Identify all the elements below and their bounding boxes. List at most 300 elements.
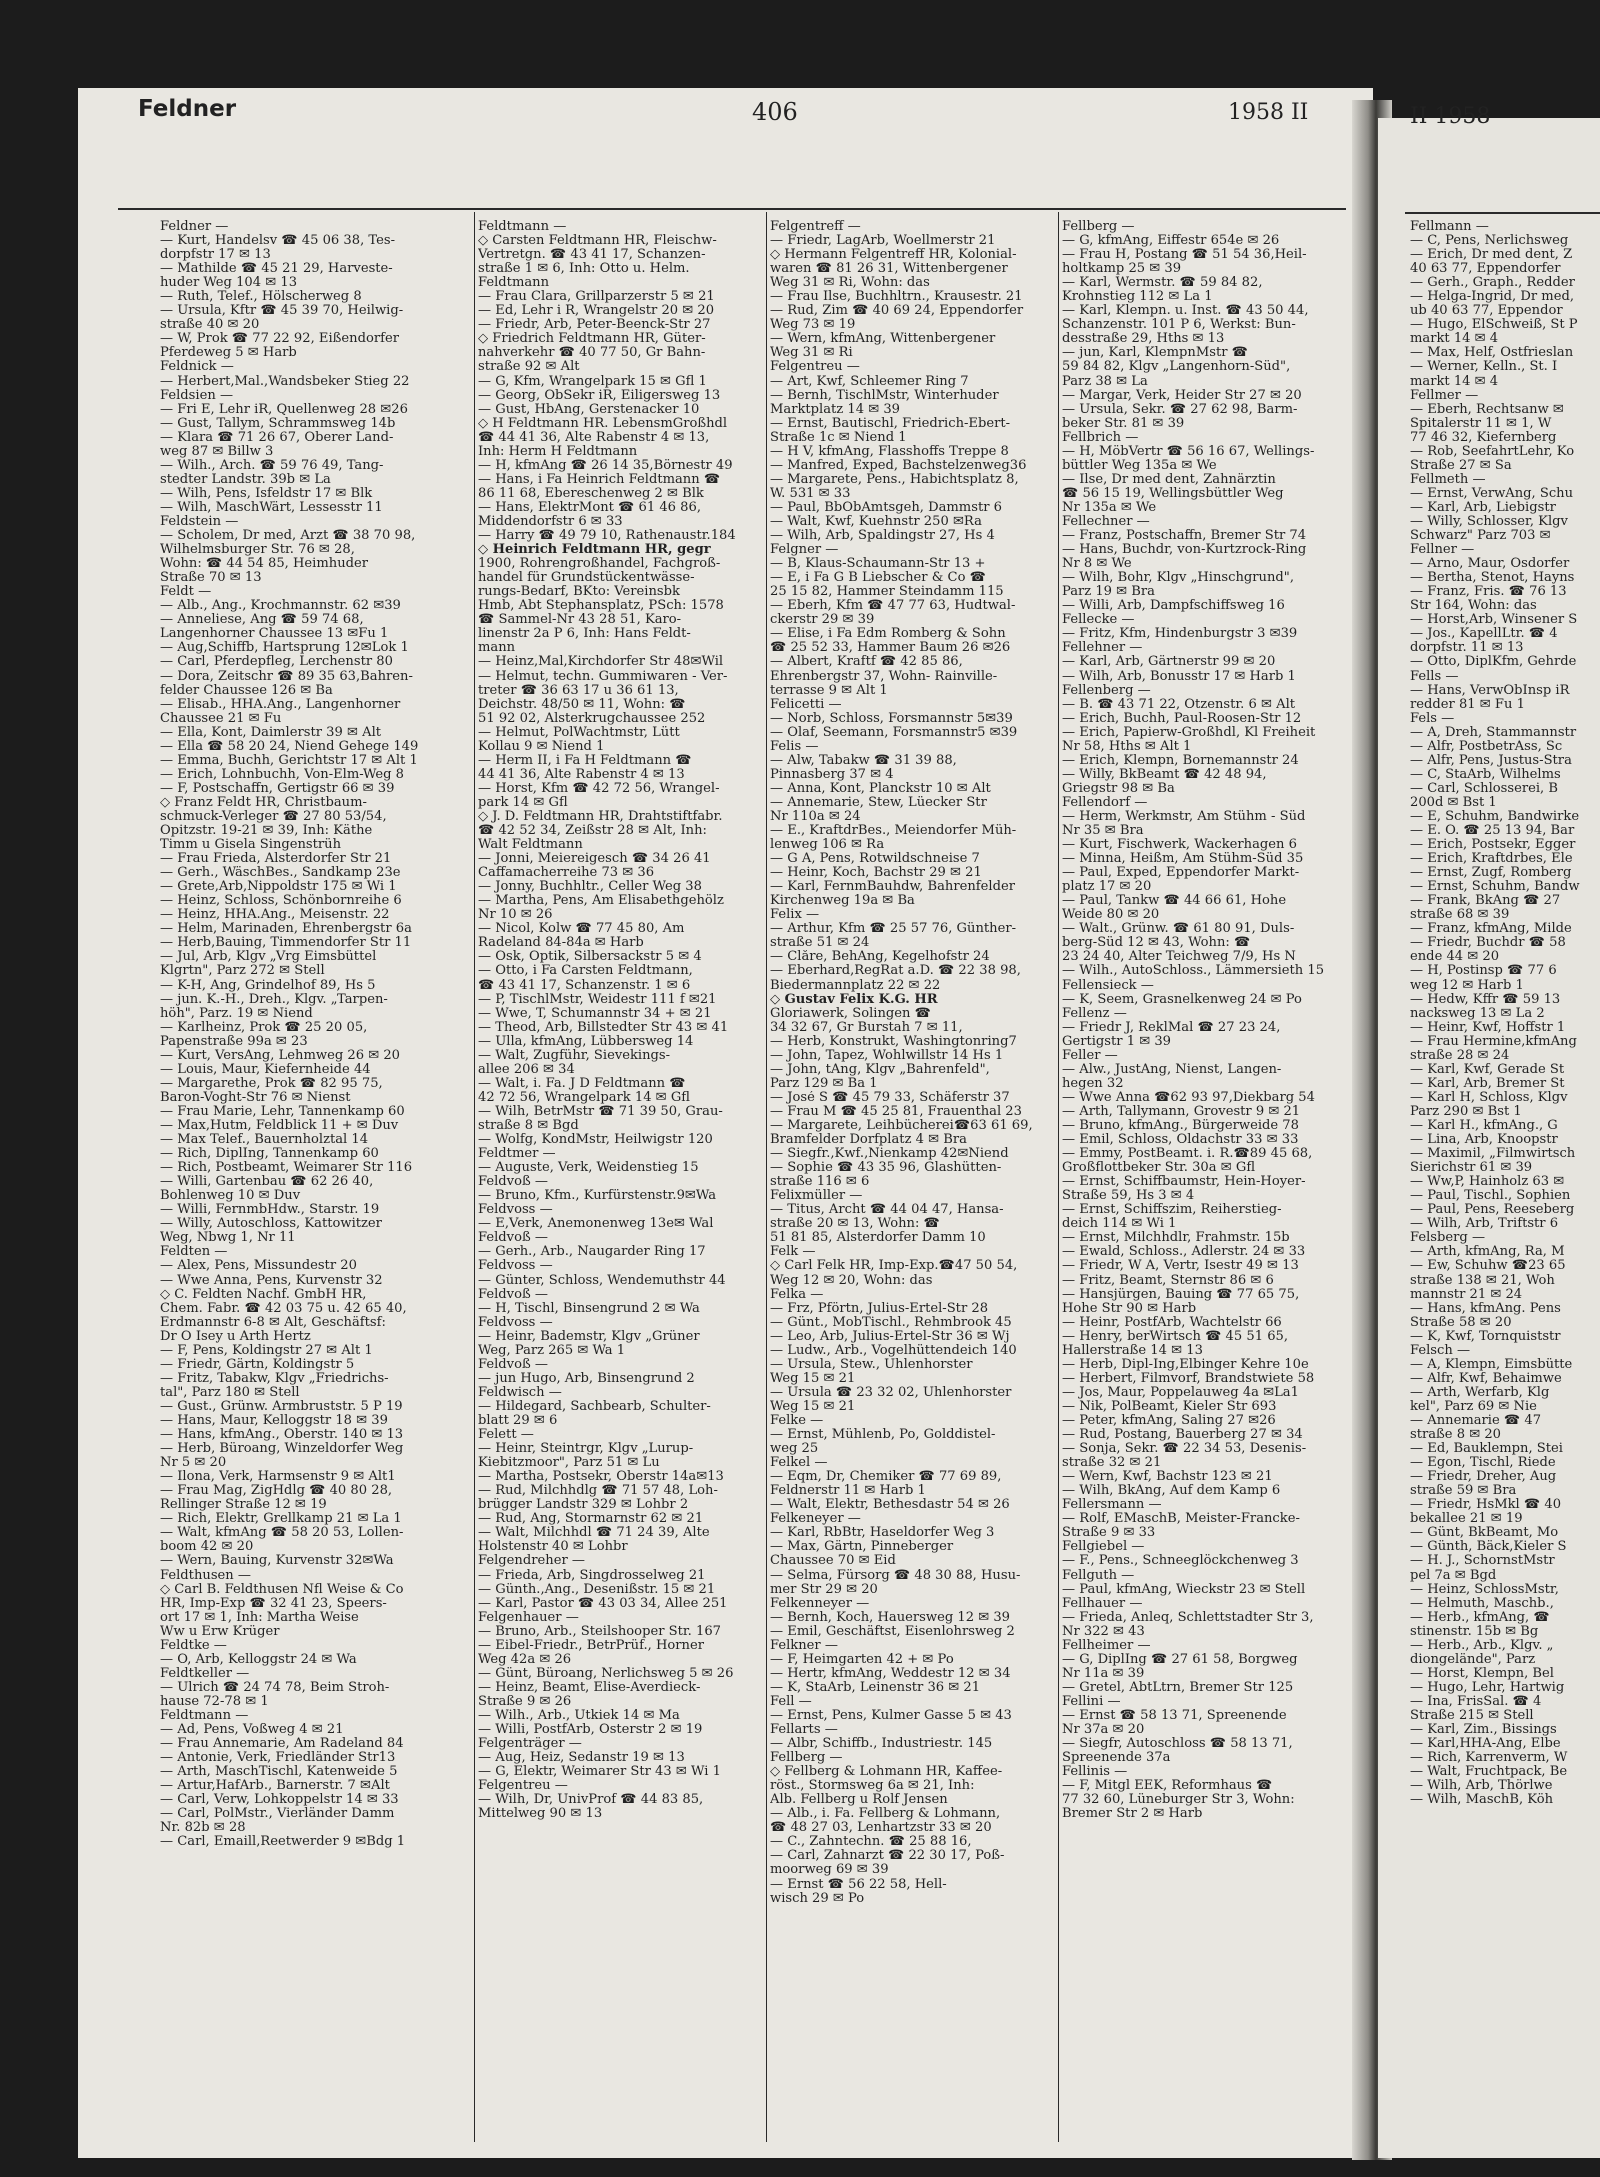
directory-line: — Helmuth, Maschb., <box>1410 1596 1554 1611</box>
directory-line: Schwarz" Parz 703 ✉ <box>1410 529 1551 544</box>
directory-line: Erdmannstr 6-8 ✉ Alt, Geschäftsf: <box>160 1315 386 1330</box>
directory-line: 59 84 82, Klgv „Langenhorn-Süd", <box>1062 360 1291 375</box>
directory-line: Fellenz — <box>1062 1006 1127 1021</box>
directory-line: — Friedr, Dreher, Aug <box>1410 1470 1557 1485</box>
directory-line: Fellheimer — <box>1062 1638 1151 1653</box>
directory-line: — Willy, BkBeamt ☎ 42 48 94, <box>1062 767 1267 782</box>
directory-line: Timm u Gisela Singenstrüh <box>160 838 342 853</box>
directory-line: Straße 59, Hs 3 ✉ 4 <box>1062 1189 1195 1204</box>
directory-line: — Hans, VerwObInsp iR <box>1410 683 1570 698</box>
directory-line: Fellehner — <box>1062 641 1143 656</box>
directory-line: waren ☎ 81 26 31, Wittenbergener <box>770 262 1008 277</box>
directory-line: Fellberg — <box>770 1751 843 1766</box>
directory-line: — Ernst, Bautischl, Friedrich-Ebert- <box>770 416 1011 431</box>
directory-line: ☎ 43 41 17, Schanzenstr. 1 ✉ 6 <box>478 978 691 993</box>
directory-line: Feldstein — <box>160 514 239 529</box>
directory-line: — Gretel, AbtLtrn, Bremer Str 125 <box>1062 1680 1294 1695</box>
directory-line: hause 72-78 ✉ 1 <box>160 1694 269 1709</box>
directory-line: — Ed, Bauklempn, Stei <box>1410 1442 1563 1457</box>
directory-line: Langenhorner Chaussee 13 ✉Fu 1 <box>160 627 389 642</box>
directory-line: Felsberg — <box>1410 1231 1486 1246</box>
directory-line: — Klara ☎ 71 26 67, Oberer Land- <box>160 430 394 445</box>
directory-line: — Friedr, Gärtn, Koldingstr 5 <box>160 1357 355 1372</box>
directory-line: — Ww,P, Hainholz 63 ✉ <box>1410 1175 1565 1190</box>
directory-line: — Elise, i Fa Edm Romberg & Sohn <box>770 627 1006 642</box>
directory-line: — W, Prok ☎ 77 22 92, Eißendorfer <box>160 332 399 347</box>
directory-line: — Emil, Geschäftst, Eisenlohrsweg 2 <box>770 1624 1015 1639</box>
directory-line: — Fritz, Kfm, Hindenburgstr 3 ✉39 <box>1062 627 1298 642</box>
directory-line: Ww u Erw Krüger <box>160 1624 280 1639</box>
directory-line: — Frau Clara, Grillparzerstr 5 ✉ 21 <box>478 290 715 305</box>
directory-line: — Ursula, Sekr. ☎ 27 62 98, Barm- <box>1062 402 1298 417</box>
directory-line: — Wern, Kwf, Bachstr 123 ✉ 21 <box>1062 1470 1273 1485</box>
directory-line: — E, i Fa G B Liebscher & Co ☎ <box>770 571 986 586</box>
directory-line: höh", Parz. 19 ✉ Niend <box>160 1006 313 1021</box>
directory-line: — Peter, kfmAng, Saling 27 ✉26 <box>1062 1413 1276 1428</box>
directory-line: Straße 70 ✉ 13 <box>160 571 262 586</box>
directory-line: Weg, Parz 265 ✉ Wa 1 <box>478 1343 626 1358</box>
directory-line: Weg 73 ✉ 19 <box>770 318 856 333</box>
directory-line: — Friedr, Buchdr ☎ 58 <box>1410 936 1566 951</box>
directory-line: — Carl, Pferdepfleg, Lerchenstr 80 <box>160 655 393 670</box>
directory-line: — Max, Helf, Ostfrieslan <box>1410 346 1574 361</box>
directory-column-3 <box>770 220 1056 1906</box>
directory-line: — Henry, berWirtsch ☎ 45 51 65, <box>1062 1329 1289 1344</box>
directory-line: Felett — <box>478 1428 534 1443</box>
directory-line: — Walt, Zugführ, Sievekings- <box>478 1048 671 1063</box>
directory-line: — Osk, Optik, Silbersackstr 5 ✉ 4 <box>478 950 702 965</box>
directory-line: Fell — <box>770 1694 812 1709</box>
directory-line: — Frau Ilse, Buchhltrn., Krausestr. 21 <box>770 290 1023 305</box>
directory-line: — H, MöbVertr ☎ 56 16 67, Wellings- <box>1062 444 1315 459</box>
directory-line: — Frz, Pförtn, Julius-Ertel-Str 28 <box>770 1301 989 1316</box>
directory-line: 40 63 77, Eppendorfer <box>1410 262 1561 277</box>
directory-line: — Helmut, PolWachtmstr, Lütt <box>478 725 680 740</box>
directory-line: — Günth.,Ang., Desenißstr. 15 ✉ 21 <box>478 1582 716 1597</box>
directory-line: Feldvoss — <box>478 1315 553 1330</box>
directory-line: — H V, kfmAng, Flasshoffs Treppe 8 <box>770 444 1009 459</box>
directory-line: — Jonni, Meiereigesch ☎ 34 26 41 <box>478 852 711 867</box>
directory-line: Weg 31 ✉ Ri, Wohn: das <box>770 276 930 291</box>
directory-line: moorweg 69 ✉ 39 <box>770 1863 889 1878</box>
directory-line: Spreenende 37a <box>1062 1751 1171 1766</box>
directory-line: — Friedr, LagArb, Woellmerstr 21 <box>770 234 996 249</box>
directory-line: 1900, Rohrengroßhandel, Fachgroß- <box>478 557 721 572</box>
directory-line: ◇ Carsten Feldtmann HR, Fleischw- <box>478 234 717 249</box>
directory-line: Chem. Fabr. ☎ 42 03 75 u. 42 65 40, <box>160 1301 407 1316</box>
directory-line: — H, Tischl, Binsengrund 2 ✉ Wa <box>478 1301 700 1316</box>
directory-line: Fellner — <box>1410 543 1475 558</box>
directory-line: — Willy, Autoschloss, Kattowitzer <box>160 1217 382 1232</box>
directory-line: straße 40 ✉ 20 <box>160 318 260 333</box>
directory-line: — Ursula, Kftr ☎ 45 39 70, Heilwig- <box>160 304 404 319</box>
directory-line: ◇ C. Feldten Nachf. GmbH HR, <box>160 1287 367 1302</box>
directory-line: — G, Elektr, Weimarer Str 43 ✉ Wi 1 <box>478 1765 721 1780</box>
directory-line: — Elisab., HHA.Ang., Langenhorner <box>160 697 401 712</box>
directory-line: — Alfr, Kwf, Behaimwe <box>1410 1371 1562 1386</box>
directory-line: — Eberhard,RegRat a.D. ☎ 22 38 98, <box>770 964 1021 979</box>
directory-line: berg-Süd 12 ✉ 43, Wohn: ☎ <box>1062 936 1251 951</box>
directory-line: ☎ 48 27 03, Lenhartzstr 33 ✉ 20 <box>770 1821 992 1836</box>
directory-line: — Artur,HafArb., Barnerstr. 7 ✉Alt <box>160 1779 390 1794</box>
directory-line: — Nicol, Kolw ☎ 77 45 80, Am <box>478 922 685 937</box>
directory-line: platz 17 ✉ 20 <box>1062 880 1152 895</box>
directory-line: kel", Parz 69 ✉ Nie <box>1410 1399 1537 1414</box>
directory-line: — Hans, kfmAng. Pens <box>1410 1301 1561 1316</box>
directory-line: Straße 215 ✉ Stell <box>1410 1708 1534 1723</box>
directory-line: Feldvoß — <box>478 1287 548 1302</box>
directory-line: Fellmeth — <box>1410 472 1486 487</box>
directory-line: Feldvoss — <box>478 1259 553 1274</box>
directory-line: — Karl, Wermstr. ☎ 59 84 82, <box>1062 276 1263 291</box>
directory-line: — Paul, kfmAng, Wieckstr 23 ✉ Stell <box>1062 1582 1306 1597</box>
directory-line: — John, Tapez, Wohlwillstr 14 Hs 1 <box>770 1048 1004 1063</box>
directory-line: — Erich, Kraftdrbes, Ele <box>1410 852 1573 867</box>
directory-line: — Karl, Kwf, Gerade St <box>1410 1062 1565 1077</box>
directory-line: pel 7a ✉ Bgd <box>1410 1568 1497 1583</box>
directory-line: 51 81 85, Alsterdorfer Damm 10 <box>770 1231 986 1246</box>
directory-line: — Rolf, EMaschB, Meister-Francke- <box>1062 1512 1300 1527</box>
directory-line: — Otto, i Fa Carsten Feldtmann, <box>478 964 693 979</box>
directory-line: — H. J., SchornstMstr <box>1410 1554 1555 1569</box>
directory-line: — Werner, Kelln., St. I <box>1410 360 1558 375</box>
directory-line: — Ruth, Telef., Hölscherweg 8 <box>160 290 362 305</box>
directory-line: — Gerh., Arb., Naugarder Ring 17 <box>478 1245 706 1260</box>
directory-line: — Emmy, PostBeamt. i. R.☎89 45 68, <box>1062 1147 1313 1162</box>
directory-line: Pinnasberg 37 ✉ 4 <box>770 767 894 782</box>
directory-line: — Arth, kfmAng, Ra, M <box>1410 1245 1565 1260</box>
directory-line: — Ernst, Pens, Kulmer Gasse 5 ✉ 43 <box>770 1708 1012 1723</box>
directory-line: — Martha, Postsekr, Oberstr 14a✉13 <box>478 1470 724 1485</box>
directory-line: Gertigstr 1 ✉ 39 <box>1062 1034 1171 1049</box>
directory-line: Fellecke — <box>1062 613 1135 628</box>
directory-line: handel für Grundstückentwässe- <box>478 571 695 586</box>
facing-page-head: II 1958 <box>1410 104 1491 129</box>
directory-line: — Gust, Tallym, Schrammsweg 14b <box>160 416 396 431</box>
directory-line: 34 32 67, Gr Burstah 7 ✉ 11, <box>770 1020 963 1035</box>
directory-line: — Theod, Arb, Billstedter Str 43 ✉ 41 <box>478 1020 729 1035</box>
directory-line: — Paul, Tankw ☎ 44 66 61, Hohe <box>1062 894 1287 909</box>
directory-line: — G, Kfm, Wrangelpark 15 ✉ Gfl 1 <box>478 374 707 389</box>
directory-line: — Karl, RbBtr, Haseldorfer Weg 3 <box>770 1526 995 1541</box>
header-rule <box>118 208 1346 210</box>
directory-line: — Herb, Konstrukt, Washingtonring7 <box>770 1034 1017 1049</box>
directory-line: — Günt, Büroang, Nerlichsweg 5 ✉ 26 <box>478 1666 734 1681</box>
directory-line: Inh: Herm H Feldtmann <box>478 444 638 459</box>
directory-line: Alb. Fellberg u Rolf Jensen <box>770 1793 948 1808</box>
directory-line: lenweg 106 ✉ Ra <box>770 838 885 853</box>
directory-line: — Max,Hutm, Feldblick 11 + ✉ Duv <box>160 1119 399 1133</box>
directory-line: straße 138 ✉ 21, Woh <box>1410 1273 1555 1288</box>
directory-line: — Bruno, kfmAng., Bürgerweide 78 <box>1062 1119 1299 1133</box>
directory-line: Caffamacherreihe 73 ✉ 36 <box>478 866 655 881</box>
directory-line: — Rud, Ang, Stormarnstr 62 ✉ 21 <box>478 1512 704 1527</box>
directory-line: — Norb, Schloss, Forsmannstr 5✉39 <box>770 711 1013 726</box>
directory-line: — Frau Frieda, Alsterdorfer Str 21 <box>160 852 392 867</box>
directory-line: — Martha, Pens, Am Elisabethgehölz <box>478 894 724 909</box>
directory-line: — Selma, Fürsorg ☎ 48 30 88, Husu- <box>770 1568 1021 1583</box>
directory-line: — Karl,HHA-Ang, Elbe <box>1410 1737 1561 1752</box>
directory-line: diongelände", Parz <box>1410 1652 1536 1667</box>
directory-line: ◇ Gustav Felix K.G. HR <box>770 992 938 1007</box>
directory-line: Felsch — <box>1410 1343 1471 1358</box>
directory-line: Fellmann — <box>1410 220 1489 234</box>
column-rule-3 <box>1058 212 1059 2142</box>
directory-line: — Rich, Karrenverm, W <box>1410 1751 1568 1766</box>
directory-line: — Siegfr.,Kwf.,Nienkamp 42✉Niend <box>770 1147 1009 1162</box>
directory-line: — Frieda, Arb, Singdrosselweg 21 <box>478 1568 706 1583</box>
directory-line: Bohlenweg 10 ✉ Duv <box>160 1189 301 1204</box>
directory-line: — Heinr, PostfArb, Wachtelstr 66 <box>1062 1315 1282 1330</box>
directory-line: Dr O Isey u Arth Hertz <box>160 1329 311 1344</box>
directory-line: weg 25 <box>770 1442 819 1457</box>
directory-line: — Helmut, techn. Gummiwaren - Ver- <box>478 669 728 684</box>
directory-line: — Wilh, MaschWärt, Lessesstr 11 <box>160 500 383 515</box>
directory-line: — Maximil, „Filmwirtsch <box>1410 1147 1576 1162</box>
directory-line: ◇ Carl Felk HR, Imp-Exp.☎47 50 54, <box>770 1259 1018 1274</box>
directory-line: stinenstr. 15b ✉ Bg <box>1410 1624 1539 1639</box>
directory-line: treter ☎ 36 63 17 u 36 61 13, <box>478 683 679 698</box>
directory-line: Bremer Str 2 ✉ Harb <box>1062 1807 1203 1822</box>
directory-line: Nr 322 ✉ 43 <box>1062 1624 1145 1639</box>
directory-line: — Ina, FrisSal. ☎ 4 <box>1410 1694 1542 1709</box>
directory-line: Fellgiebel — <box>1062 1540 1145 1555</box>
directory-line: — E,Verk, Anemonenweg 13e✉ Wal <box>478 1217 714 1232</box>
directory-line: — Karl, Klempn. u. Inst. ☎ 43 50 44, <box>1062 304 1309 319</box>
directory-line: — John, tAng, Klgv „Bahrenfeld", <box>770 1062 990 1077</box>
directory-line: — Frau Annemarie, Am Radeland 84 <box>160 1737 404 1752</box>
directory-line: nahverkehr ☎ 40 77 50, Gr Bahn- <box>478 346 706 361</box>
directory-line: — Heinr, Kwf, Hoffstr 1 <box>1410 1020 1566 1035</box>
directory-line: Felgenhauer — <box>478 1610 579 1625</box>
directory-line: Feldtmann <box>478 276 550 291</box>
directory-line: — Franz, Postschaffn, Bremer Str 74 <box>1062 529 1307 544</box>
directory-line: ◇ Fellberg & Lohmann HR, Kaffee- <box>770 1765 1003 1780</box>
directory-line: nacksweg 13 ✉ La 2 <box>1410 1006 1545 1021</box>
directory-line: — Emma, Buchh, Gerichtstr 17 ✉ Alt 1 <box>160 753 418 768</box>
directory-line: — Aug, Heiz, Sedanstr 19 ✉ 13 <box>478 1751 685 1766</box>
directory-line: — B. ☎ 43 71 22, Otzenstr. 6 ✉ Alt <box>1062 697 1296 712</box>
directory-line: Felixmüller — <box>770 1189 863 1204</box>
directory-line: — Wilh., Arb., Utkiek 14 ✉ Ma <box>478 1708 680 1723</box>
directory-line: Fellarts — <box>770 1723 838 1738</box>
directory-line: Felkeneyer — <box>770 1512 861 1527</box>
directory-line: — Annemarie ☎ 47 <box>1410 1413 1542 1428</box>
directory-line: — Hans, Maur, Kelloggstr 18 ✉ 39 <box>160 1413 388 1428</box>
directory-line: — Titus, Archt ☎ 44 04 47, Hansa- <box>770 1203 1004 1218</box>
directory-line: — Clåre, BehAng, Kegelhofstr 24 <box>770 950 990 965</box>
directory-line: — Erich, Papierw-Großhdl, Kl Freiheit <box>1062 725 1316 740</box>
directory-line: — Bruno, Kfm., Kurfürstenstr.9✉Wa <box>478 1189 717 1204</box>
directory-line: Kollau 9 ✉ Niend 1 <box>478 739 605 754</box>
directory-line: Nr 135a ✉ We <box>1062 500 1157 515</box>
directory-line: Wilhelmsburger Str. 76 ✉ 28, <box>160 543 355 558</box>
directory-line: straße 59 ✉ Bra <box>1410 1484 1517 1499</box>
directory-line: — Heinz, Schloss, Schönbornreihe 6 <box>160 894 402 909</box>
directory-line: — F, Postschaffn, Gertigstr 66 ✉ 39 <box>160 781 395 796</box>
directory-line: ◇ Carl B. Feldthusen Nfl Weise & Co <box>160 1582 404 1597</box>
directory-line: redder 81 ✉ Fu 1 <box>1410 697 1525 712</box>
directory-line: — Karl H, Schloss, Klgv <box>1410 1090 1568 1105</box>
directory-line: — Erich, Klempn, Bornemannstr 24 <box>1062 753 1299 768</box>
directory-line: mann <box>478 641 516 656</box>
directory-line: — Karl, Arb, Liebigstr <box>1410 500 1556 515</box>
directory-line: Nr 11a ✉ 39 <box>1062 1666 1145 1681</box>
directory-line: — Alfr, PostbetrAss, Sc <box>1410 739 1563 754</box>
directory-line: Nr 10 ✉ 26 <box>478 908 553 923</box>
directory-line: — Carl, Emaill,Reetwerder 9 ✉Bdg 1 <box>160 1835 406 1850</box>
directory-line: — Willi, FernmbHdw., Starstr. 19 <box>160 1203 380 1218</box>
directory-line: — Wwe Anna ☎62 93 97,Diekbarg 54 <box>1062 1090 1315 1105</box>
directory-line: — Horst, Klempn, Bel <box>1410 1666 1554 1681</box>
directory-line: Weg 12 ✉ 20, Wohn: das <box>770 1273 933 1288</box>
directory-line: — Margarethe, Prok ☎ 82 95 75, <box>160 1076 383 1091</box>
directory-line: W. 531 ✉ 33 <box>770 486 851 501</box>
directory-line: Feldvoß — <box>478 1175 548 1190</box>
directory-line: — Lina, Arb, Knoopstr <box>1410 1133 1558 1148</box>
directory-line: — Paul, Tischl., Sophien <box>1410 1189 1571 1204</box>
directory-line: — Hedw, Kffr ☎ 59 13 <box>1410 992 1561 1007</box>
directory-line: — Manfred, Exped, Bachstelzenweg36 <box>770 458 1027 473</box>
directory-line: — Wilh, MaschB, Köh <box>1410 1793 1554 1808</box>
directory-line: park 14 ✉ Gfl <box>478 795 568 810</box>
directory-line: — A, Dreh, Stammannstr <box>1410 725 1577 740</box>
directory-line: — Walt., Grünw. ☎ 61 80 91, Duls- <box>1062 922 1295 937</box>
directory-line: Deichstr. 48/50 ✉ 11, Wohn: ☎ <box>478 697 686 712</box>
directory-line: — Heinz, Beamt, Elise-Averdieck- <box>478 1680 701 1695</box>
directory-line: — C, StaArb, Wilhelms <box>1410 767 1561 782</box>
directory-line: — Arth, MaschTischl, Katenweide 5 <box>160 1765 398 1780</box>
directory-line: — E., KraftdrBes., Meiendorfer Müh- <box>770 824 1017 839</box>
directory-line: — Gerh., Graph., Redder <box>1410 276 1575 291</box>
directory-line: — Horst,Arb, Winsener S <box>1410 613 1578 628</box>
directory-line: Fellguth — <box>1062 1568 1135 1583</box>
directory-line: 86 11 68, Ebereschenweg 2 ✉ Blk <box>478 486 704 501</box>
directory-line: — Arth, Tallymann, Grovestr 9 ✉ 21 <box>1062 1104 1301 1119</box>
directory-line: — Wilh, Pens, Isfeldstr 17 ✉ Blk <box>160 486 373 501</box>
directory-line: Hmb, Abt Stephansplatz, PSch: 1578 <box>478 599 724 614</box>
directory-line: — José S ☎ 45 79 33, Schäferstr 37 <box>770 1090 1010 1105</box>
directory-line: ☎ Sammel-Nr 43 28 51, Karo- <box>478 613 682 628</box>
directory-line: ◇ H Feldtmann HR. LebensmGroßhdl <box>478 416 728 431</box>
directory-line: Sierichstr 61 ✉ 39 <box>1410 1161 1533 1176</box>
directory-line: — Erich, Buchh, Paul-Roosen-Str 12 <box>1062 711 1302 726</box>
directory-line: Parz 129 ✉ Ba 1 <box>770 1076 878 1091</box>
directory-line: Klgrtn", Parz 272 ✉ Stell <box>160 964 325 979</box>
directory-line: — Bruno, Arb., Steilshooper Str. 167 <box>478 1624 721 1639</box>
directory-line: — Herm II, i Fa H Feldtmann ☎ <box>478 753 692 768</box>
directory-line: — E, Schuhm, Bandwirke <box>1410 809 1580 824</box>
directory-line: — Rich, Postbeamt, Weimarer Str 116 <box>160 1161 413 1176</box>
directory-line: Felgentreu — <box>770 360 860 375</box>
directory-line: ☎ 25 52 33, Hammer Baum 26 ✉26 <box>770 641 1011 656</box>
directory-line: Kiebitzmoor", Parz 51 ✉ Lu <box>478 1456 660 1471</box>
directory-line: ◇ Hermann Felgentreff HR, Kolonial- <box>770 248 1017 263</box>
directory-line: — Scholem, Dr med, Arzt ☎ 38 70 98, <box>160 529 416 544</box>
directory-line: — Wilh., Arch. ☎ 59 76 49, Tang- <box>160 458 384 473</box>
directory-line: — Karl, Pastor ☎ 43 03 34, Allee 251 <box>478 1596 728 1611</box>
directory-line: — Alex, Pens, Missundestr 20 <box>160 1259 357 1274</box>
directory-line: markt 14 ✉ 4 <box>1410 374 1499 389</box>
directory-line: Feldwisch — <box>478 1385 562 1400</box>
directory-line: — Eibel-Friedr., BetrPrüf., Horner <box>478 1638 704 1653</box>
directory-line: — Arno, Maur, Osdorfer <box>1410 557 1570 572</box>
directory-line: weg 87 ✉ Billw 3 <box>160 444 274 459</box>
directory-line: — F, Heimgarten 42 + ✉ Po <box>770 1652 954 1667</box>
directory-line: — Herm, Werkmstr, Am Stühm - Süd <box>1062 809 1306 824</box>
directory-line: — Alw, Tabakw ☎ 31 39 88, <box>770 753 957 768</box>
directory-line: — Paul, BbObAmtsgeh, Dammstr 6 <box>770 500 1002 515</box>
directory-line: — Frau Marie, Lehr, Tannenkamp 60 <box>160 1104 405 1119</box>
directory-line: — G, kfmAng, Eiffestr 654e ✉ 26 <box>1062 234 1280 249</box>
directory-line: straße 8 ✉ 20 <box>1410 1428 1501 1443</box>
directory-line: — Ernst, VerwAng, Schu <box>1410 486 1574 501</box>
directory-line: — Rob, SeefahrtLehr, Ko <box>1410 444 1575 459</box>
directory-line: — Harry ☎ 49 79 10, Rathenaustr.184 <box>478 529 736 544</box>
directory-line: Straße 58 ✉ 20 <box>1410 1315 1512 1330</box>
directory-line: — Alb., i. Fa. Fellberg & Lohmann, <box>770 1807 1001 1822</box>
directory-line: — Arthur, Kfm ☎ 25 57 76, Günther- <box>770 922 1017 937</box>
directory-line: brügger Landstr 329 ✉ Lohbr 2 <box>478 1498 689 1513</box>
directory-line: — Eqm, Dr, Chemiker ☎ 77 69 89, <box>770 1470 1002 1485</box>
directory-line: Nr 58, Hths ✉ Alt 1 <box>1062 739 1192 754</box>
directory-line: — Frau M ☎ 45 25 81, Frauenthal 23 <box>770 1104 1022 1119</box>
directory-line: Nr 35 ✉ Bra <box>1062 824 1144 839</box>
directory-line: Baron-Voght-Str 76 ✉ Nienst <box>160 1090 351 1105</box>
directory-line: mer Str 29 ✉ 20 <box>770 1582 878 1597</box>
directory-line: bekallee 21 ✉ 19 <box>1410 1512 1523 1527</box>
directory-line: — Rich, Elektr, Grellkamp 21 ✉ La 1 <box>160 1512 402 1527</box>
directory-line: — Max, Gärtn, Pinneberger <box>770 1540 954 1555</box>
directory-line: Ehrenbergstr 37, Wohn- Rainville- <box>770 669 998 684</box>
directory-line: — Horst, Kfm ☎ 42 72 56, Wrangel- <box>478 781 720 796</box>
directory-line: Bramfelder Dorfplatz 4 ✉ Bra <box>770 1133 967 1148</box>
directory-line: huder Weg 104 ✉ 13 <box>160 276 298 291</box>
directory-line: — Anneliese, Ang ☎ 59 74 68, <box>160 613 364 628</box>
directory-line: straße 116 ✉ 6 <box>770 1175 870 1190</box>
directory-line: — Wilh, Arb, Triftstr 6 <box>1410 1217 1559 1232</box>
directory-line: Nr 5 ✉ 20 <box>160 1456 227 1471</box>
directory-line: — Siegfr, Autoschloss ☎ 58 13 71, <box>1062 1737 1293 1752</box>
directory-line: — P, TischlMstr, Weidestr 111 f ✉21 <box>478 992 717 1007</box>
directory-line: Felgendreher — <box>478 1554 585 1569</box>
directory-line: Spitalerstr 11 ✉ 1, W <box>1410 416 1552 431</box>
directory-line: — Wilh, Arb, Bonusstr 17 ✉ Harb 1 <box>1062 669 1296 684</box>
directory-line: — Franz, kfmAng, Milde <box>1410 922 1572 937</box>
directory-line: Feller — <box>1062 1048 1118 1063</box>
directory-line: Fellensieck — <box>1062 978 1154 993</box>
directory-line: — Ad, Pens, Voßweg 4 ✉ 21 <box>160 1723 344 1738</box>
running-head-left: Feldner <box>138 96 237 122</box>
directory-line: Feldvoß — <box>478 1231 548 1246</box>
directory-line: — Hans, Buchdr, von-Kurtzrock-Ring <box>1062 543 1307 558</box>
directory-line: — Karlheinz, Prok ☎ 25 20 05, <box>160 1020 368 1035</box>
directory-line: — Auguste, Verk, Weidenstieg 15 <box>478 1161 699 1176</box>
directory-line: — Wilh, Bohr, Klgv „Hinschgrund", <box>1062 571 1294 586</box>
directory-line: Fellberg — <box>1062 220 1135 234</box>
directory-line: — Wilh, BetrMstr ☎ 71 39 50, Grau- <box>478 1104 723 1119</box>
directory-line: — Willi, Arb, Dampfschiffsweg 16 <box>1062 599 1285 614</box>
directory-line: terrasse 9 ✉ Alt 1 <box>770 683 888 698</box>
directory-line: Felix — <box>770 908 820 923</box>
directory-line: 200d ✉ Bst 1 <box>1410 795 1497 810</box>
directory-line: — Karl, Arb, Gärtnerstr 99 ✉ 20 <box>1062 655 1276 670</box>
directory-line: — Wwe, T, Schumannstr 34 + ✉ 21 <box>478 1006 712 1021</box>
directory-line: — Ernst ☎ 56 22 58, Hell- <box>770 1877 947 1892</box>
directory-line: — Alw., JustAng, Nienst, Langen- <box>1062 1062 1282 1077</box>
directory-line: — Herbert,Mal.,Wandsbeker Stieg 22 <box>160 374 410 389</box>
directory-line: Fellmer — <box>1410 388 1479 403</box>
